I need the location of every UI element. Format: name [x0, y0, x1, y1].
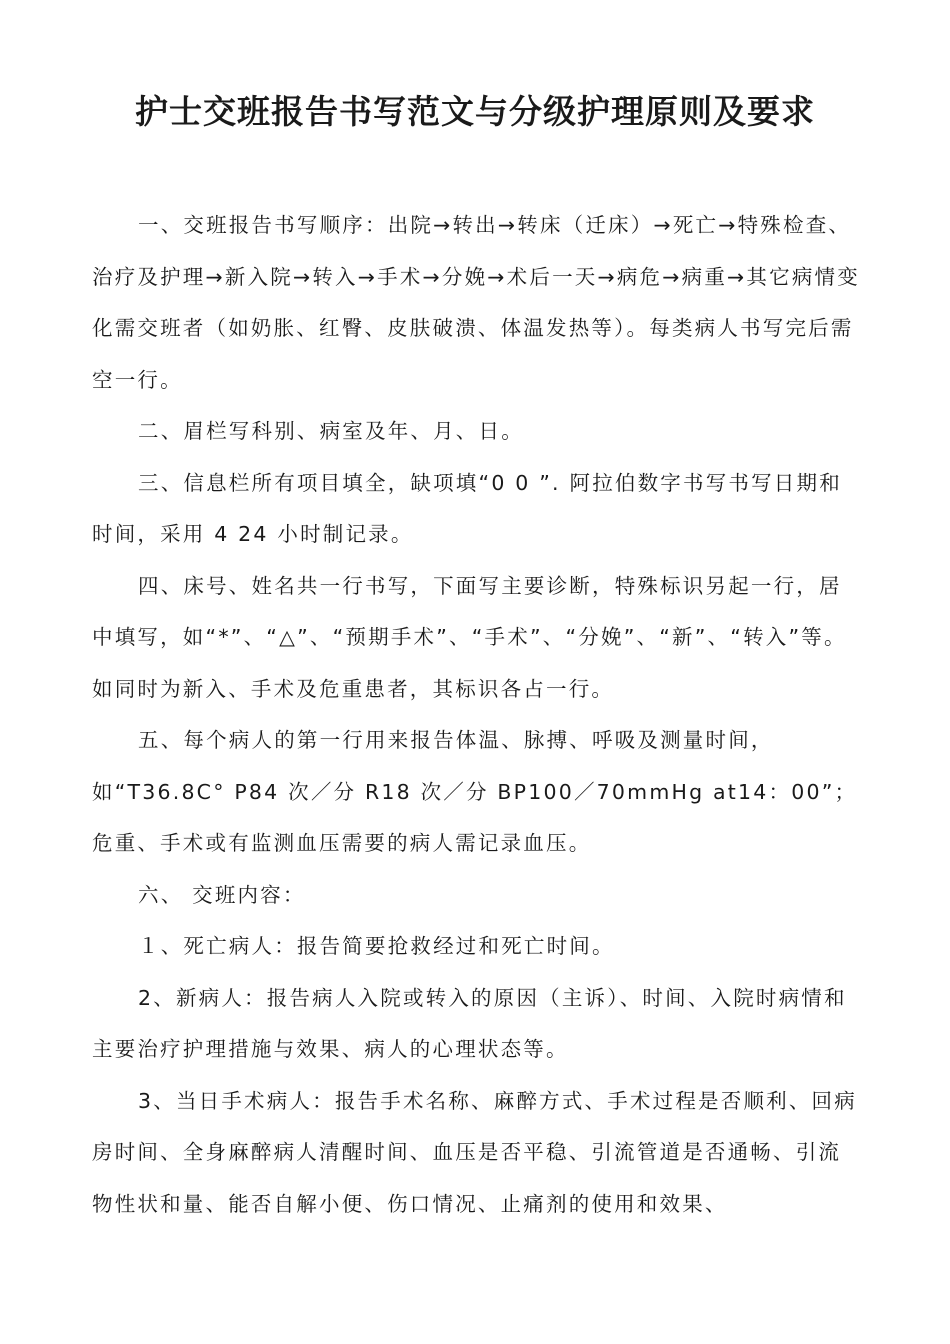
paragraph-handover-content-heading: 六、 交班内容：: [138, 882, 306, 907]
paragraph-surgery-patients: 3、当日手术病人：报告手术名称、麻醉方式、手术过程是否顺利、回病房时间、全身麻醉病人清醒时间、血压是否平稳、引流管道是否通畅、引流物性状和量、能否自解小便、伤口情况、止痛剂的使用和效果、: [92, 1088, 857, 1216]
document-title: 护士交班报告书写范文与分级护理原则及要求: [135, 92, 815, 131]
paragraph-vital-signs: 五、每个病人的第一行用来报告体温、脉搏、呼吸及测量时间，如“T36.8C° P84 次／分 R18 次／分 BP100／70mmHg at14：00”；危重、手术或有监测血压需要的病人需记录血压。: [92, 728, 858, 855]
document-body: [92, 200, 862, 1230]
paragraph-bed-name: 四、床号、姓名共一行书写，下面写主要诊断，特殊标识另起一行，居中填写，如“*”、“△”、“预期手术”、“手术”、“分娩”、“新”、“转入”等。如同时为新入、手术及危重患者，其标识各占一行。: [92, 573, 847, 701]
paragraph-deceased-patients: １、死亡病人：报告简要抢救经过和死亡时间。: [138, 934, 615, 958]
paragraph-handover-order: 一、交班报告书写顺序：出院→转出→转床（迁床）→死亡→特殊检查、治疗及护理→新入院→转入→手术→分娩→术后一天→病危→病重→其它病情变化需交班者（如奶胀、红臀、皮肤破溃、体温发热等）。每类病人书写完后需空一行。: [92, 213, 860, 392]
paragraph-header-fields: 二、眉栏写科别、病室及年、月、日。: [138, 419, 524, 443]
paragraph-info-fields: 三、信息栏所有项目填全，缺项填“0 0 ”. 阿拉伯数字书写书写日期和时间，采用 4 24 小时制记录。: [92, 470, 842, 546]
paragraph-new-patients: 2、新病人：报告病人入院或转入的原因（主诉）、时间、入院时病情和主要治疗护理措施与效果、病人的心理状态等。: [92, 985, 847, 1061]
